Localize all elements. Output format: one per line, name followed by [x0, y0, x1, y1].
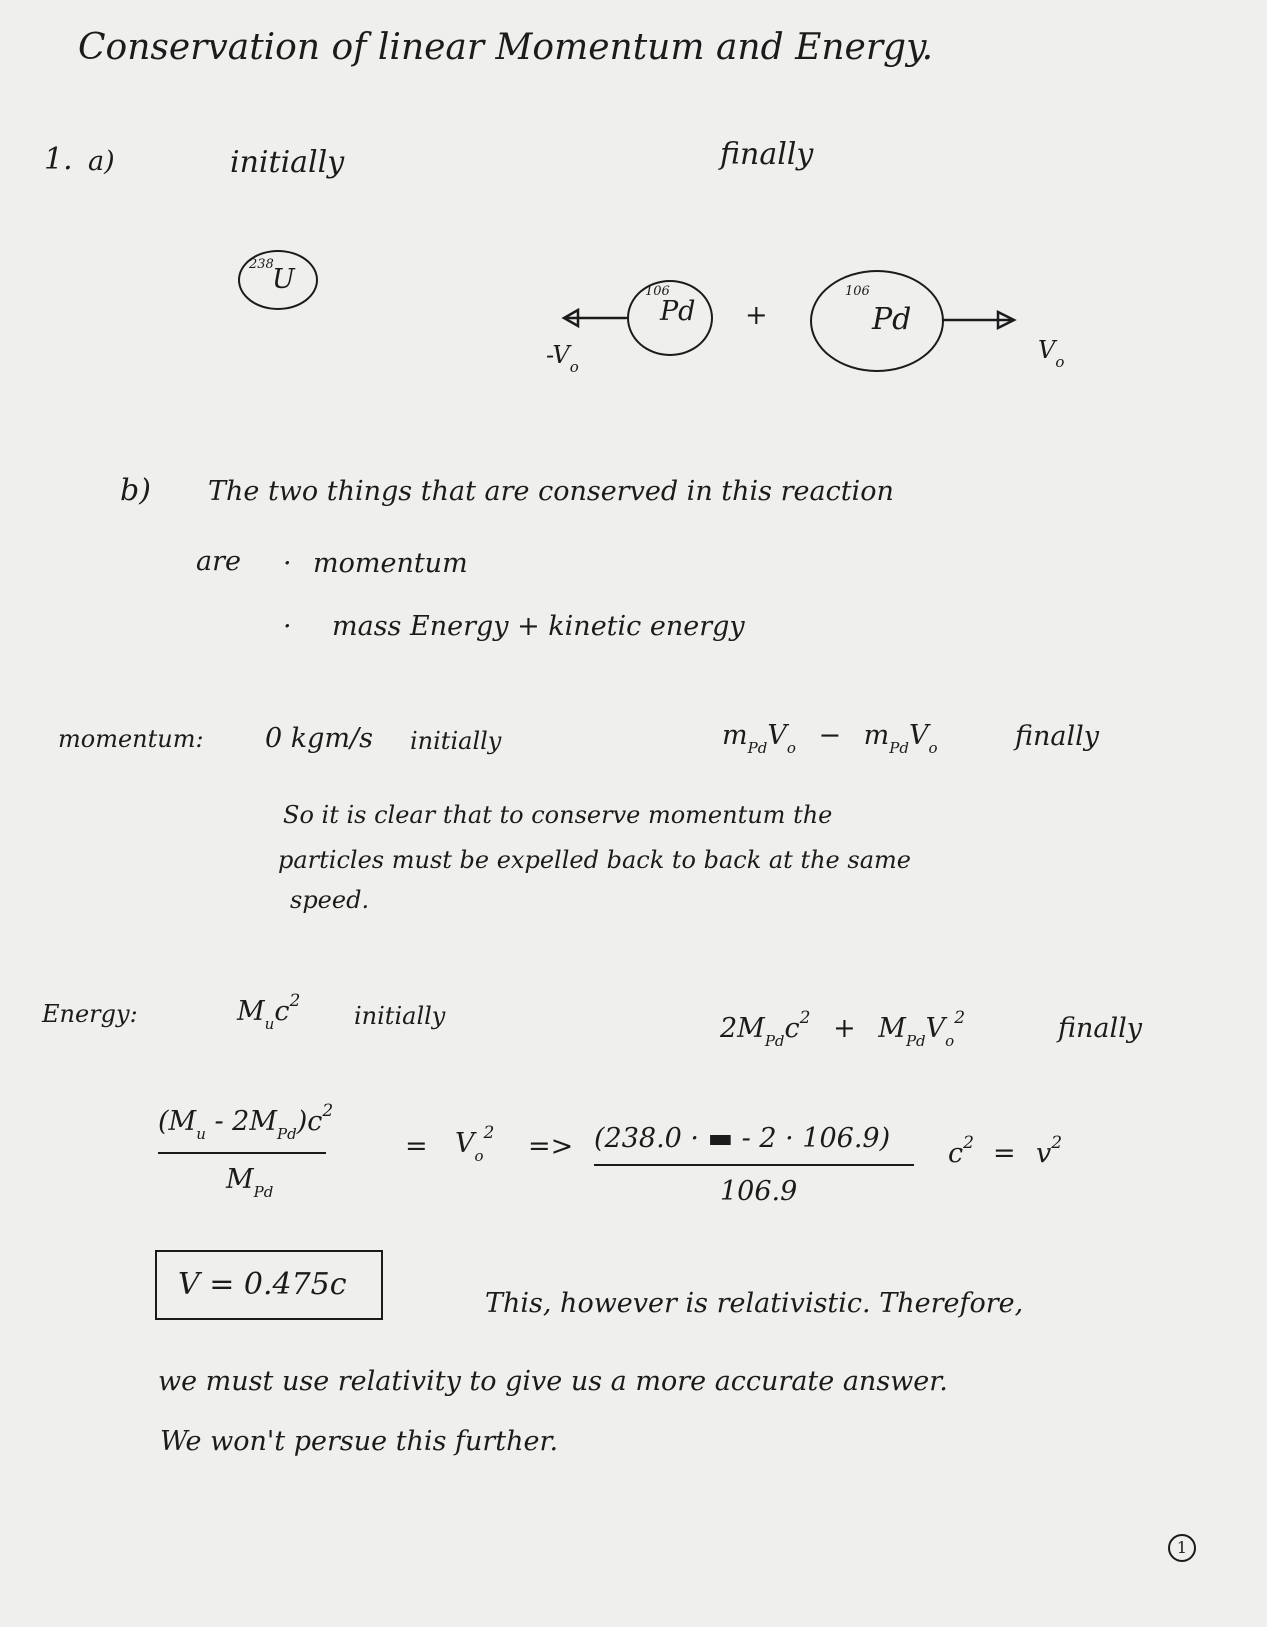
- pd-right-mass-number: 106: [845, 284, 870, 299]
- numeric-denominator: 106.9: [720, 1176, 798, 1207]
- equation-numerator: $(M_u - 2M_{Pd})c^2$: [158, 1101, 334, 1143]
- initially-heading: initially: [230, 145, 345, 180]
- momentum-explanation-line-1: So it is clear that to conserve momentum the: [283, 801, 833, 829]
- part-b-sentence: The two things that are conserved in this reaction: [208, 476, 894, 507]
- momentum-initial-value: 0 kgm/s: [265, 723, 373, 754]
- momentum-initially: initially: [410, 727, 502, 755]
- energy-label: Energy:: [42, 1000, 138, 1028]
- pd-right-symbol: Pd: [872, 302, 912, 337]
- energy-final-expression: $2M_{Pd}c^2 + M_{Pd}V_o^2$: [720, 1008, 966, 1050]
- momentum-label: momentum:: [58, 725, 204, 753]
- energy-initially: initially: [354, 1002, 446, 1030]
- bullet-energy: mass Energy + kinetic energy: [332, 611, 745, 642]
- conclusion-line-2: we must use relativity to give us a more accurate answer.: [158, 1366, 948, 1397]
- are-word: are: [196, 546, 241, 577]
- page-title: Conservation of linear Momentum and Energy.: [78, 27, 934, 68]
- conclusion-line-3: We won't persue this further.: [160, 1426, 559, 1457]
- answer-value: V = 0.475c: [178, 1267, 347, 1302]
- pd-left-symbol: Pd: [660, 296, 696, 327]
- implies-arrow: =>: [528, 1131, 574, 1162]
- momentum-explanation-line-2: particles must be expelled back to back at the same: [278, 846, 911, 874]
- numeric-numerator: (238.0 · ▬ - 2 · 106.9): [594, 1123, 891, 1154]
- part-b-label: b): [120, 473, 151, 508]
- v-squared: $v^2$: [1036, 1133, 1063, 1169]
- fraction-bar-2: [594, 1164, 914, 1166]
- plus-sign: +: [745, 300, 768, 331]
- right-velocity-label: $V_o$: [1038, 336, 1065, 371]
- uranium-symbol: U: [272, 264, 295, 295]
- finally-heading: finally: [720, 137, 814, 172]
- c-squared: $c^2$: [948, 1133, 974, 1169]
- part-a-label: a): [88, 146, 115, 177]
- momentum-explanation-line-3: speed.: [290, 886, 370, 914]
- left-velocity-label: $-V_o$: [546, 341, 579, 376]
- momentum-final-expression: $m_{Pd}V_o - m_{Pd}V_o$: [722, 720, 938, 757]
- page-number: 1: [1168, 1534, 1196, 1562]
- uranium-mass-number: 238: [249, 257, 274, 272]
- momentum-finally: finally: [1015, 721, 1100, 752]
- pd-left-mass-number: 106: [645, 284, 670, 299]
- v-naught-squared: $V_o^2$: [455, 1123, 495, 1165]
- energy-finally: finally: [1058, 1013, 1143, 1044]
- conclusion-line-1: This, however is relativistic. Therefore,: [485, 1288, 1024, 1319]
- equals-sign-1: =: [405, 1131, 428, 1162]
- bullet-dot-1: ·: [283, 548, 292, 579]
- energy-initial-expression: $M_uc^2$: [237, 991, 301, 1033]
- bullet-dot-2: ·: [283, 611, 292, 642]
- equation-denominator: $M_{Pd}$: [226, 1164, 274, 1201]
- problem-number: 1.: [44, 142, 73, 177]
- equals-sign-2: =: [993, 1138, 1016, 1169]
- fraction-bar-1: [158, 1152, 326, 1154]
- bullet-momentum: momentum: [313, 548, 468, 579]
